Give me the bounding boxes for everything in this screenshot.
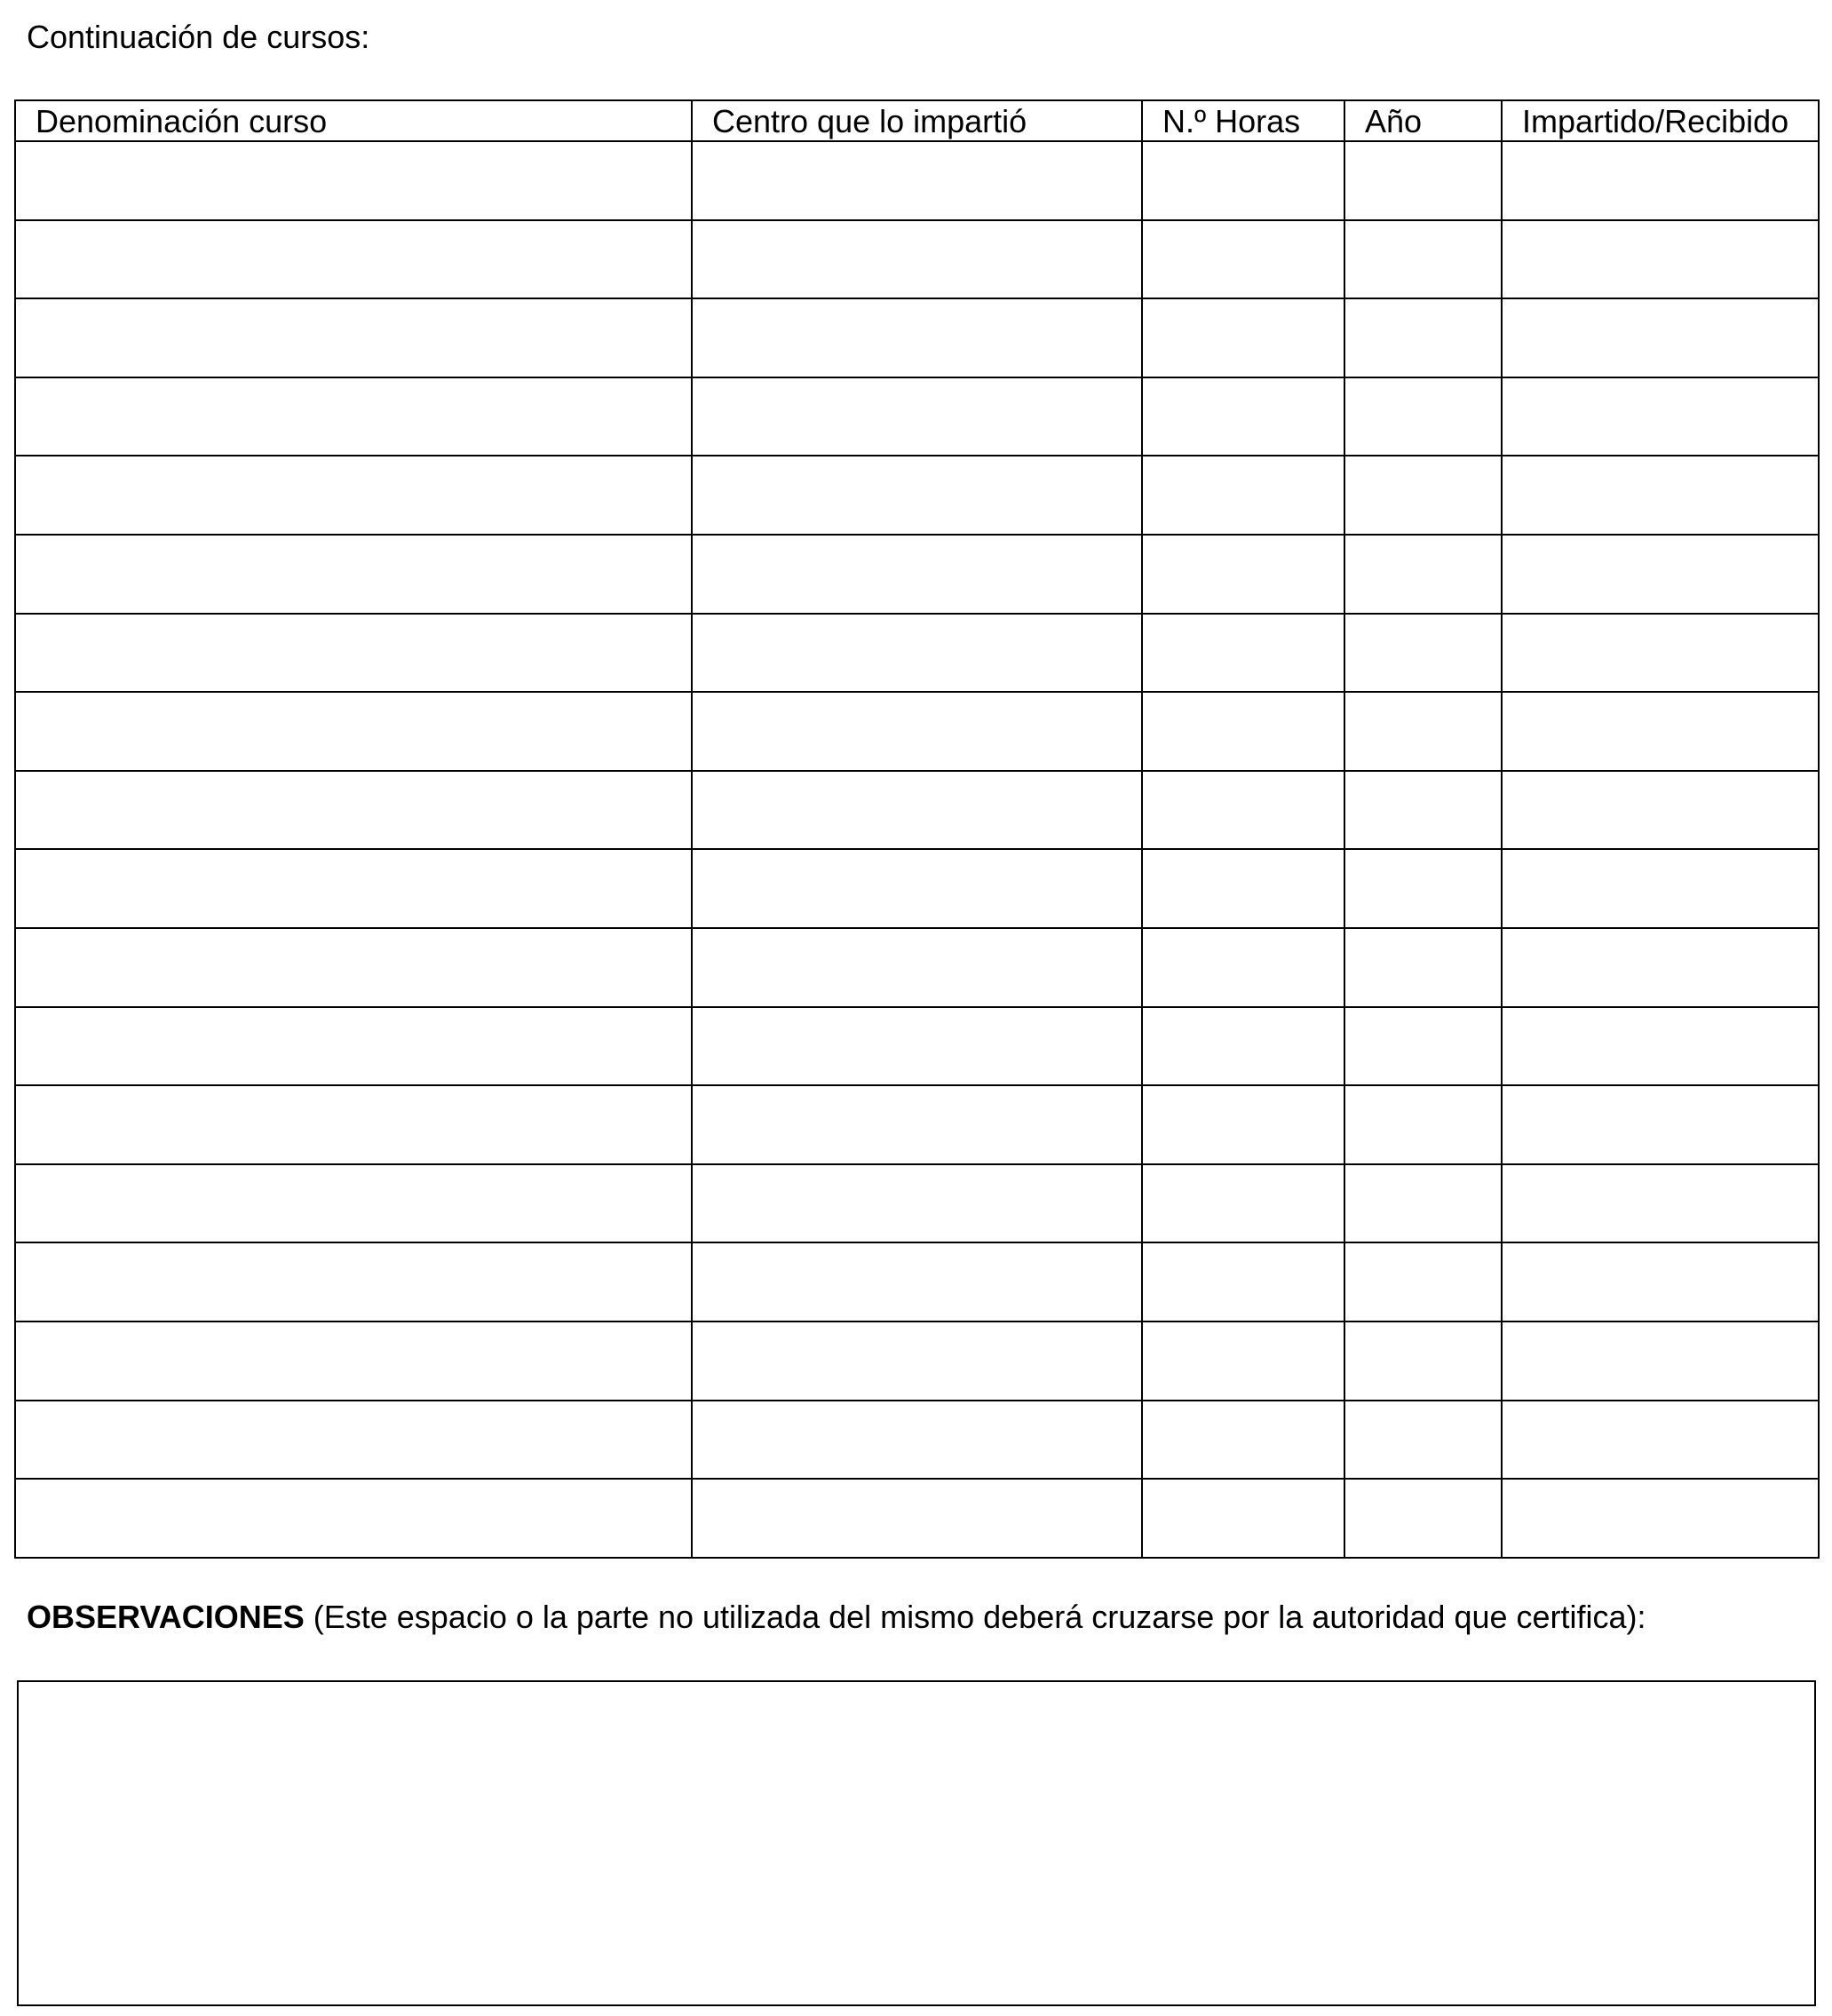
cell-impartido-recibido[interactable]: [1502, 535, 1819, 614]
cell-centro[interactable]: [692, 771, 1142, 850]
cell-horas[interactable]: [1142, 1322, 1344, 1401]
table-row: [15, 141, 1819, 220]
cell-impartido-recibido[interactable]: [1502, 141, 1819, 220]
cell-denominacion[interactable]: [15, 1401, 692, 1480]
cell-centro[interactable]: [692, 1007, 1142, 1086]
cell-denominacion[interactable]: [15, 1242, 692, 1322]
cell-horas[interactable]: [1142, 1242, 1344, 1322]
cell-denominacion[interactable]: [15, 456, 692, 535]
cell-impartido-recibido[interactable]: [1502, 1164, 1819, 1243]
cell-horas[interactable]: [1142, 141, 1344, 220]
column-header-impartido-recibido: Impartido/Recibido: [1502, 100, 1819, 141]
cell-denominacion[interactable]: [15, 1322, 692, 1401]
cell-denominacion[interactable]: [15, 849, 692, 928]
cell-impartido-recibido[interactable]: [1502, 1007, 1819, 1086]
observations-label: [27, 1596, 1646, 1639]
cell-ano[interactable]: [1344, 1242, 1502, 1322]
table-row: [15, 298, 1819, 377]
cell-impartido-recibido[interactable]: [1502, 1322, 1819, 1401]
cell-impartido-recibido[interactable]: [1502, 692, 1819, 771]
table-row: [15, 535, 1819, 614]
table-row: [15, 456, 1819, 535]
cell-impartido-recibido[interactable]: [1502, 849, 1819, 928]
cell-horas[interactable]: [1142, 377, 1344, 456]
table-row: [15, 692, 1819, 771]
cell-horas[interactable]: [1142, 1007, 1344, 1086]
table-row: [15, 377, 1819, 456]
cell-centro[interactable]: [692, 220, 1142, 299]
cell-centro[interactable]: [692, 849, 1142, 928]
cell-centro[interactable]: [692, 1322, 1142, 1401]
cell-denominacion[interactable]: [15, 535, 692, 614]
cell-centro[interactable]: [692, 535, 1142, 614]
courses-table-body: [15, 141, 1819, 1558]
observations-box[interactable]: [17, 1680, 1816, 2006]
table-row: [15, 1322, 1819, 1401]
cell-impartido-recibido[interactable]: [1502, 1242, 1819, 1322]
cell-ano[interactable]: [1344, 298, 1502, 377]
cell-ano[interactable]: [1344, 377, 1502, 456]
cell-ano[interactable]: [1344, 141, 1502, 220]
cell-impartido-recibido[interactable]: [1502, 456, 1819, 535]
observations-title: OBSERVACIONES: [27, 1599, 305, 1635]
table-row: [15, 771, 1819, 850]
cell-horas[interactable]: [1142, 456, 1344, 535]
cell-horas[interactable]: [1142, 1164, 1344, 1243]
cell-horas[interactable]: [1142, 1479, 1344, 1558]
cell-centro[interactable]: [692, 928, 1142, 1007]
cell-denominacion[interactable]: [15, 1164, 692, 1243]
cell-centro[interactable]: [692, 456, 1142, 535]
cell-ano[interactable]: [1344, 535, 1502, 614]
table-header-row: [15, 100, 1819, 141]
cell-centro[interactable]: [692, 1401, 1142, 1480]
table-row: [15, 1007, 1819, 1086]
cell-impartido-recibido[interactable]: [1502, 1401, 1819, 1480]
table-row: [15, 614, 1819, 693]
courses-table: [14, 99, 1820, 1559]
cell-ano[interactable]: [1344, 692, 1502, 771]
cell-ano[interactable]: [1344, 849, 1502, 928]
cell-denominacion[interactable]: [15, 771, 692, 850]
cell-horas[interactable]: [1142, 1085, 1344, 1164]
cell-denominacion[interactable]: [15, 1007, 692, 1086]
cell-denominacion[interactable]: [15, 928, 692, 1007]
cell-horas[interactable]: [1142, 220, 1344, 299]
cell-denominacion[interactable]: [15, 220, 692, 299]
cell-horas[interactable]: [1142, 928, 1344, 1007]
table-row: [15, 928, 1819, 1007]
cell-ano[interactable]: [1344, 456, 1502, 535]
cell-ano[interactable]: [1344, 614, 1502, 693]
cell-impartido-recibido[interactable]: [1502, 220, 1819, 299]
cell-centro[interactable]: [692, 1164, 1142, 1243]
cell-ano[interactable]: [1344, 220, 1502, 299]
cell-impartido-recibido[interactable]: [1502, 928, 1819, 1007]
column-header-ano: Año: [1344, 100, 1502, 141]
cell-centro[interactable]: [692, 614, 1142, 693]
cell-ano[interactable]: [1344, 1401, 1502, 1480]
cell-impartido-recibido[interactable]: [1502, 771, 1819, 850]
cell-centro[interactable]: [692, 692, 1142, 771]
cell-horas[interactable]: [1142, 849, 1344, 928]
cell-impartido-recibido[interactable]: [1502, 1085, 1819, 1164]
cell-horas[interactable]: [1142, 298, 1344, 377]
column-header-horas: N.º Horas: [1142, 100, 1344, 141]
cell-ano[interactable]: [1344, 1479, 1502, 1558]
table-row: [15, 1401, 1819, 1480]
table-row: [15, 849, 1819, 928]
cell-impartido-recibido[interactable]: [1502, 614, 1819, 693]
cell-centro[interactable]: [692, 141, 1142, 220]
cell-denominacion[interactable]: [15, 141, 692, 220]
observations-note: (Este espacio o la parte no utilizada del mismo deberá cruzarse por la autoridad que certifica):: [313, 1599, 1646, 1635]
cell-ano[interactable]: [1344, 928, 1502, 1007]
cell-denominacion[interactable]: [15, 614, 692, 693]
cell-ano[interactable]: [1344, 1164, 1502, 1243]
cell-ano[interactable]: [1344, 1007, 1502, 1086]
cell-centro[interactable]: [692, 1085, 1142, 1164]
cell-impartido-recibido[interactable]: [1502, 298, 1819, 377]
table-row: [15, 1479, 1819, 1558]
cell-horas[interactable]: [1142, 1401, 1344, 1480]
cell-denominacion[interactable]: [15, 1085, 692, 1164]
cell-impartido-recibido[interactable]: [1502, 377, 1819, 456]
cell-horas[interactable]: [1142, 692, 1344, 771]
cell-denominacion[interactable]: [15, 692, 692, 771]
table-row: [15, 1085, 1819, 1164]
cell-centro[interactable]: [692, 377, 1142, 456]
cell-centro[interactable]: [692, 298, 1142, 377]
table-row: [15, 1164, 1819, 1243]
table-row: [15, 1242, 1819, 1322]
cell-denominacion[interactable]: [15, 1479, 692, 1558]
section-heading: Continuación de cursos:: [27, 19, 370, 55]
cell-ano[interactable]: [1344, 1085, 1502, 1164]
cell-denominacion[interactable]: [15, 298, 692, 377]
cell-horas[interactable]: [1142, 771, 1344, 850]
column-header-denominacion: Denominación curso: [15, 100, 692, 141]
cell-centro[interactable]: [692, 1479, 1142, 1558]
column-header-centro: Centro que lo impartió: [692, 100, 1142, 141]
cell-ano[interactable]: [1344, 771, 1502, 850]
table-row: [15, 220, 1819, 299]
cell-horas[interactable]: [1142, 535, 1344, 614]
cell-horas[interactable]: [1142, 614, 1344, 693]
cell-denominacion[interactable]: [15, 377, 692, 456]
cell-centro[interactable]: [692, 1242, 1142, 1322]
cell-impartido-recibido[interactable]: [1502, 1479, 1819, 1558]
cell-ano[interactable]: [1344, 1322, 1502, 1401]
